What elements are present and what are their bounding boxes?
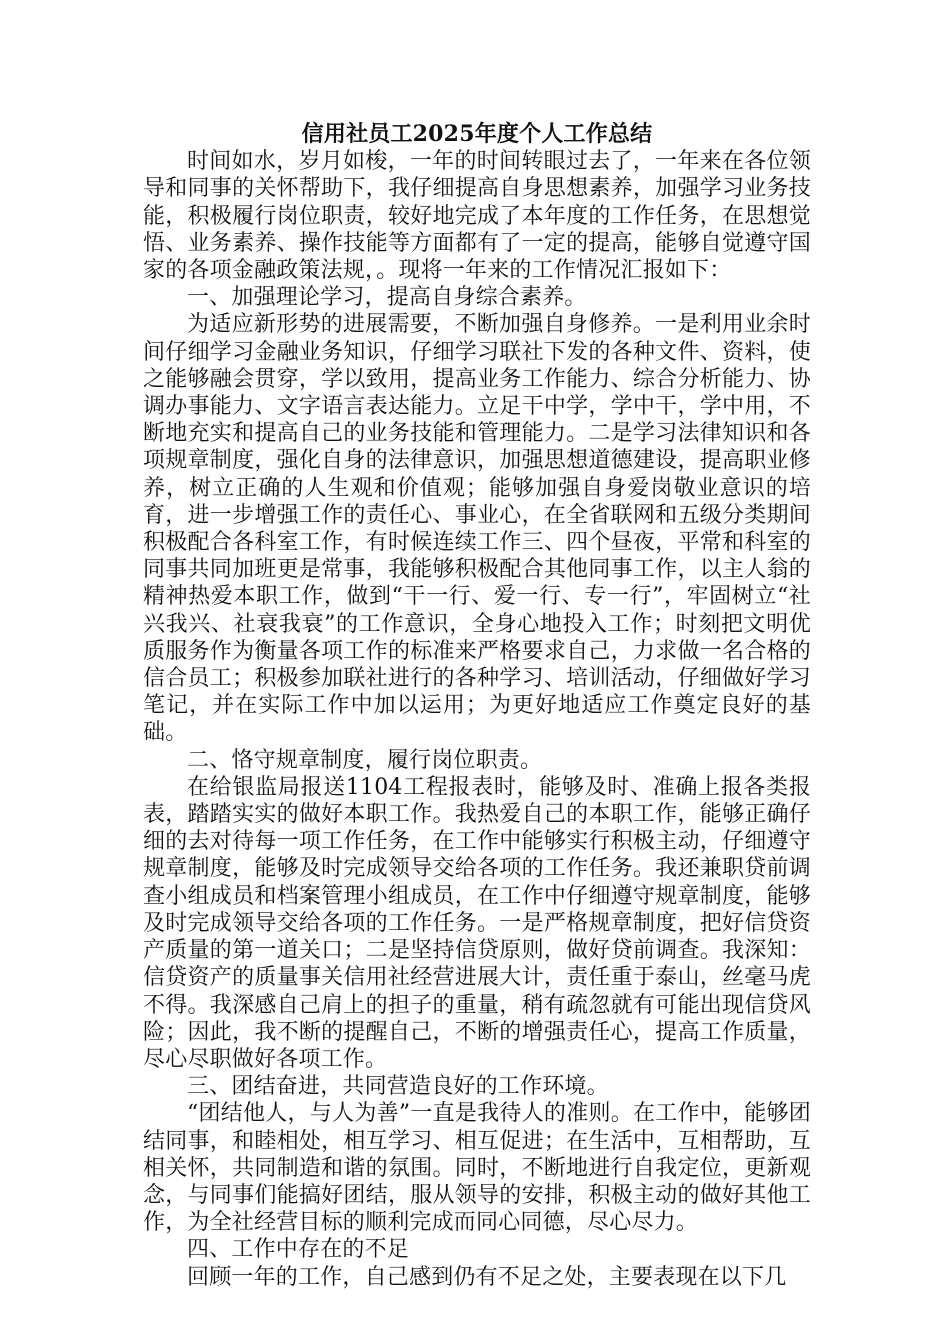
section-paragraph-4: 回顾一年的工作，自己感到仍有不足之处，主要表现在以下几 bbox=[187, 1264, 787, 1290]
intro-paragraph: 时间如水，岁月如梭，一年的时间转眼过去了，一年来在各位领导和同事的关怀帮助下，我仔细提高自身思想素养，加强学习业务技能，积极履行岗位职责，较好地完成了本年度的工作任务，在思想觉悟、业务素养、操作技能等方面都有了一定的提高，能够自觉遵守国家的各项金融政策法规，。现将一年来的工作情况汇报如下： bbox=[143, 149, 811, 284]
section-heading-3: 三、团结奋进，共同营造良好的工作环境。 bbox=[187, 1074, 609, 1100]
section-heading-2: 二、恪守规章制度，履行岗位职责。 bbox=[187, 747, 543, 773]
section-paragraph-3: “团结他人，与人为善”一直是我待人的准则。在工作中，能够团结同事，和睦相处，相互学习、相互促进；在生活中，互相帮助，互相关怀，共同制造和谐的氛围。同时，不断地进行自我定位，更新观念，与同事们能搞好团结，服从领导的安排，积极主动的做好其他工作，为全社经营目标的顺利完成而同心同德，尽心尽力。 bbox=[143, 1101, 811, 1236]
document-body bbox=[143, 121, 811, 1291]
section-paragraph-2: 在给银监局报送1104工程报表时，能够及时、准确上报各类报表，踏踏实实的做好本职工作。我热爱自己的本职工作，能够正确仔细的去对待每一项工作任务，在工作中能够实行积极主动，仔细遵守规章制度，能够及时完成领导交给各项的工作任务。我还兼职贷前调查小组成员和档案管理小组成员，在工作中仔细遵守规章制度，能够及时完成领导交给各项的工作任务。一是严格规章制度，把好信贷资产质量的第一道关口；二是坚持信贷原则，做好贷前调查。我深知：信贷资产的质量事关信用社经营进展大计，责任重于泰山，丝毫马虎不得。我深感自己肩上的担子的重量，稍有疏忽就有可能出现信贷风险；因此，我不断的提醒自己，不断的增强责任心，提高工作质量，尽心尽职做好各项工作。 bbox=[143, 774, 811, 1072]
document-title: 信用社员工2025年度个人工作总结 bbox=[301, 121, 653, 147]
section-heading-4: 四、工作中存在的不足 bbox=[187, 1237, 410, 1263]
section-paragraph-1: 为适应新形势的进展需要，不断加强自身修养。一是利用业余时间仔细学习金融业务知识，仔细学习联社下发的各种文件、资料，使之能够融会贯穿，学以致用，提高业务工作能力、综合分析能力、协调办事能力、文字语言表达能力。立足干中学，学中干，学中用，不断地充实和提高自己的业务技能和管理能力。二是学习法律知识和各项规章制度，强化自身的法律意识，加强思想道德建设，提高职业修养，树立正确的人生观和价值观；能够加强自身爱岗敬业意识的培育，进一步增强工作的责任心、事业心，在全省联网和五级分类期间积极配合各科室工作，有时候连续工作三、四个昼夜，平常和科室的同事共同加班更是常事，我能够积极配合其他同事工作，以主人翁的精神热爱本职工作，做到“干一行、爱一行、专一行”，牢固树立“社兴我兴、社衰我衰”的工作意识，全身心地投入工作；时刻把文明优质服务作为衡量各项工作的标准来严格要求自己，力求做一名合格的信合员工；积极参加联社进行的各种学习、培训活动，仔细做好学习笔记，并在实际工作中加以运用；为更好地适应工作奠定良好的基础。 bbox=[143, 312, 811, 746]
section-heading-1: 一、加强理论学习，提高自身综合素养。 bbox=[187, 285, 587, 311]
